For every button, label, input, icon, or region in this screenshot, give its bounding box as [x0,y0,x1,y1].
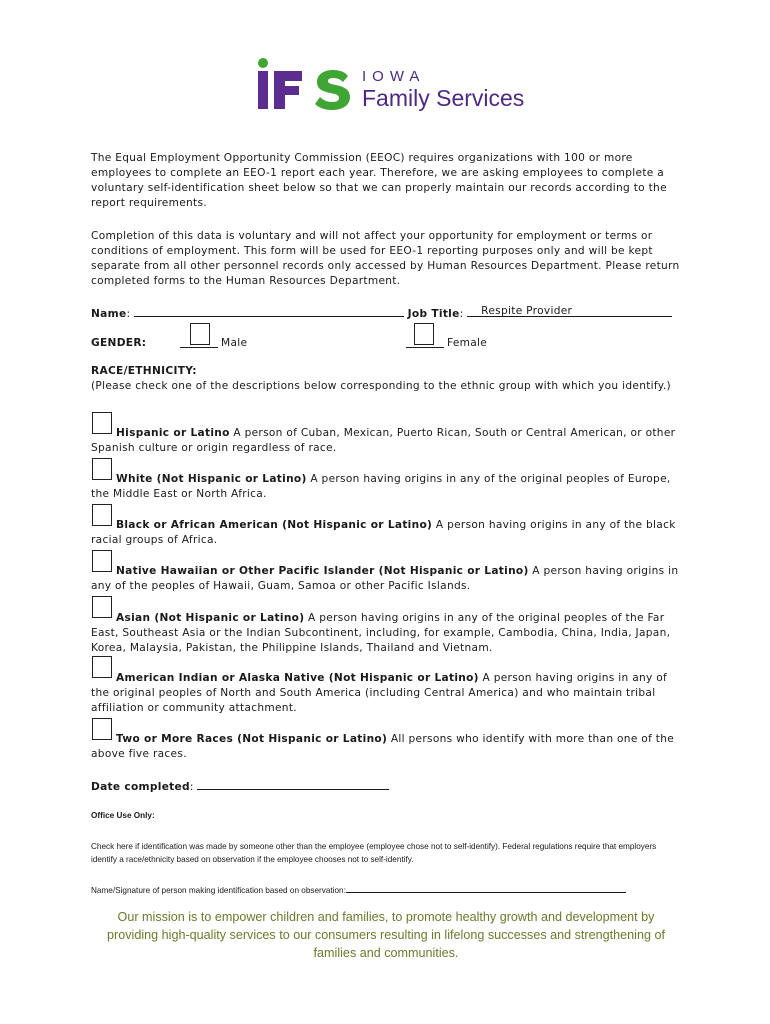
gender-label: GENDER: [91,337,147,349]
race-heading-text: RACE/ETHNICITY: [91,365,197,377]
male-checkbox[interactable] [190,323,210,345]
race-option-asian [91,611,683,656]
race-option-white [91,472,683,502]
race-option-label: Two or More Races (Not Hispanic or Latino) [116,733,388,745]
gender-label-wrap [91,337,146,349]
race-option-label: White (Not Hispanic or Latino) [116,473,307,485]
race-instructions: (Please check one of the descriptions below corresponding to the ethnic group with which you identify.) [91,380,671,392]
race-option-desc: A person having origins in any of the original peoples of the Far East, Southeast Asia or the Indian Subcontinent, including, for example, Cambodia, China, India, Japan, Korea, Malaysia, Pakistan, the Philippine Islands, Thailand and Vietnam. [91,612,671,654]
logo-family-services-text: Family Services [362,85,525,111]
female-underline [406,347,444,348]
male-underline [180,347,218,348]
office-use-heading: Office Use Only: [91,811,155,820]
signature-row [91,883,691,897]
signature-label: Name/Signature of person making identification based on observation: [91,886,346,895]
race-option-label: Black or African American (Not Hispanic or Latino) [116,519,433,531]
race-option-hispanic [91,426,683,456]
signature-field[interactable] [346,883,626,893]
female-label: Female [447,337,488,349]
race-option-desc: A person having origins in any of the original peoples of Europe, the Middle East or North Africa. [91,473,671,500]
job-title-value: Respite Provider [481,305,573,317]
race-heading [91,364,683,379]
race-option-hawaiian [91,564,683,594]
job-title-field[interactable] [467,305,672,317]
race-option-two-or-more [91,732,683,762]
intro-paragraph-2: Completion of this data is voluntary and will not affect your opportunity for employment or terms or conditions of employment. This form will be used for EEO-1 reporting purposes only and will be kept separate from all other personnel records only accessed by Human Resources Department. Please return completed forms to the Human Resources Department. [91,230,680,287]
race-option-american-indian [91,671,683,716]
name-row: Name: Job Title: Respite Provider [91,305,672,320]
mission-statement: Our mission is to empower children and families, to promote healthy growth and development by providing high-quality services to our consumers resulting in lifelong successes and strengthening of families and communities. [107,910,665,960]
date-row: Date completed: [91,778,389,793]
name-field[interactable] [134,305,404,317]
female-checkbox[interactable] [414,323,434,345]
date-label: Date completed [91,781,190,793]
date-field[interactable] [197,778,389,790]
race-option-desc: A person having origins in any of the original peoples of North and South America (including Central America) and who maintain tribal affiliation or community attachment. [91,672,668,714]
race-option-label: American Indian or Alaska Native (Not Hispanic or Latino) [116,672,479,684]
name-label: Name [91,308,127,320]
male-label: Male [221,337,248,349]
race-option-desc: All persons who identify with more than one of the above five races. [91,733,675,760]
logo-iowa-text: IOWA [362,68,426,85]
iowa-family-services-logo [256,56,536,112]
intro-paragraph-1: The Equal Employment Opportunity Commission (EEOC) requires organizations with 100 or more employees to complete an EEO-1 report each year. Therefore, we are asking employees to complete a voluntary self-identification sheet below so that we can properly maintain our records according to the report requirements. [91,152,667,209]
race-option-label: Native Hawaiian or Other Pacific Islander (Not Hispanic or Latino) [116,565,529,577]
race-option-black [91,518,683,548]
race-option-desc: A person having origins in any of the black racial groups of Africa. [91,519,676,546]
ifs-logo-mark [256,56,360,112]
job-title-label: Job Title [407,308,460,320]
office-use-note: Check here if identification was made by someone other than the employee (employee chose not to self-identify). Federal regulations require that employers identify a race/ethnicity based on observation if the employee chooses not to self-identify. [91,842,657,864]
race-option-desc: A person of Cuban, Mexican, Puerto Rican, South or Central American, or other Spanish culture or origin regardless of race. [91,427,676,454]
race-option-label: Hispanic or Latino [116,427,230,439]
race-option-label: Asian (Not Hispanic or Latino) [116,612,305,624]
race-option-desc: A person having origins in any of the peoples of Hawaii, Guam, Samoa or other Pacific Islands. [91,565,679,592]
